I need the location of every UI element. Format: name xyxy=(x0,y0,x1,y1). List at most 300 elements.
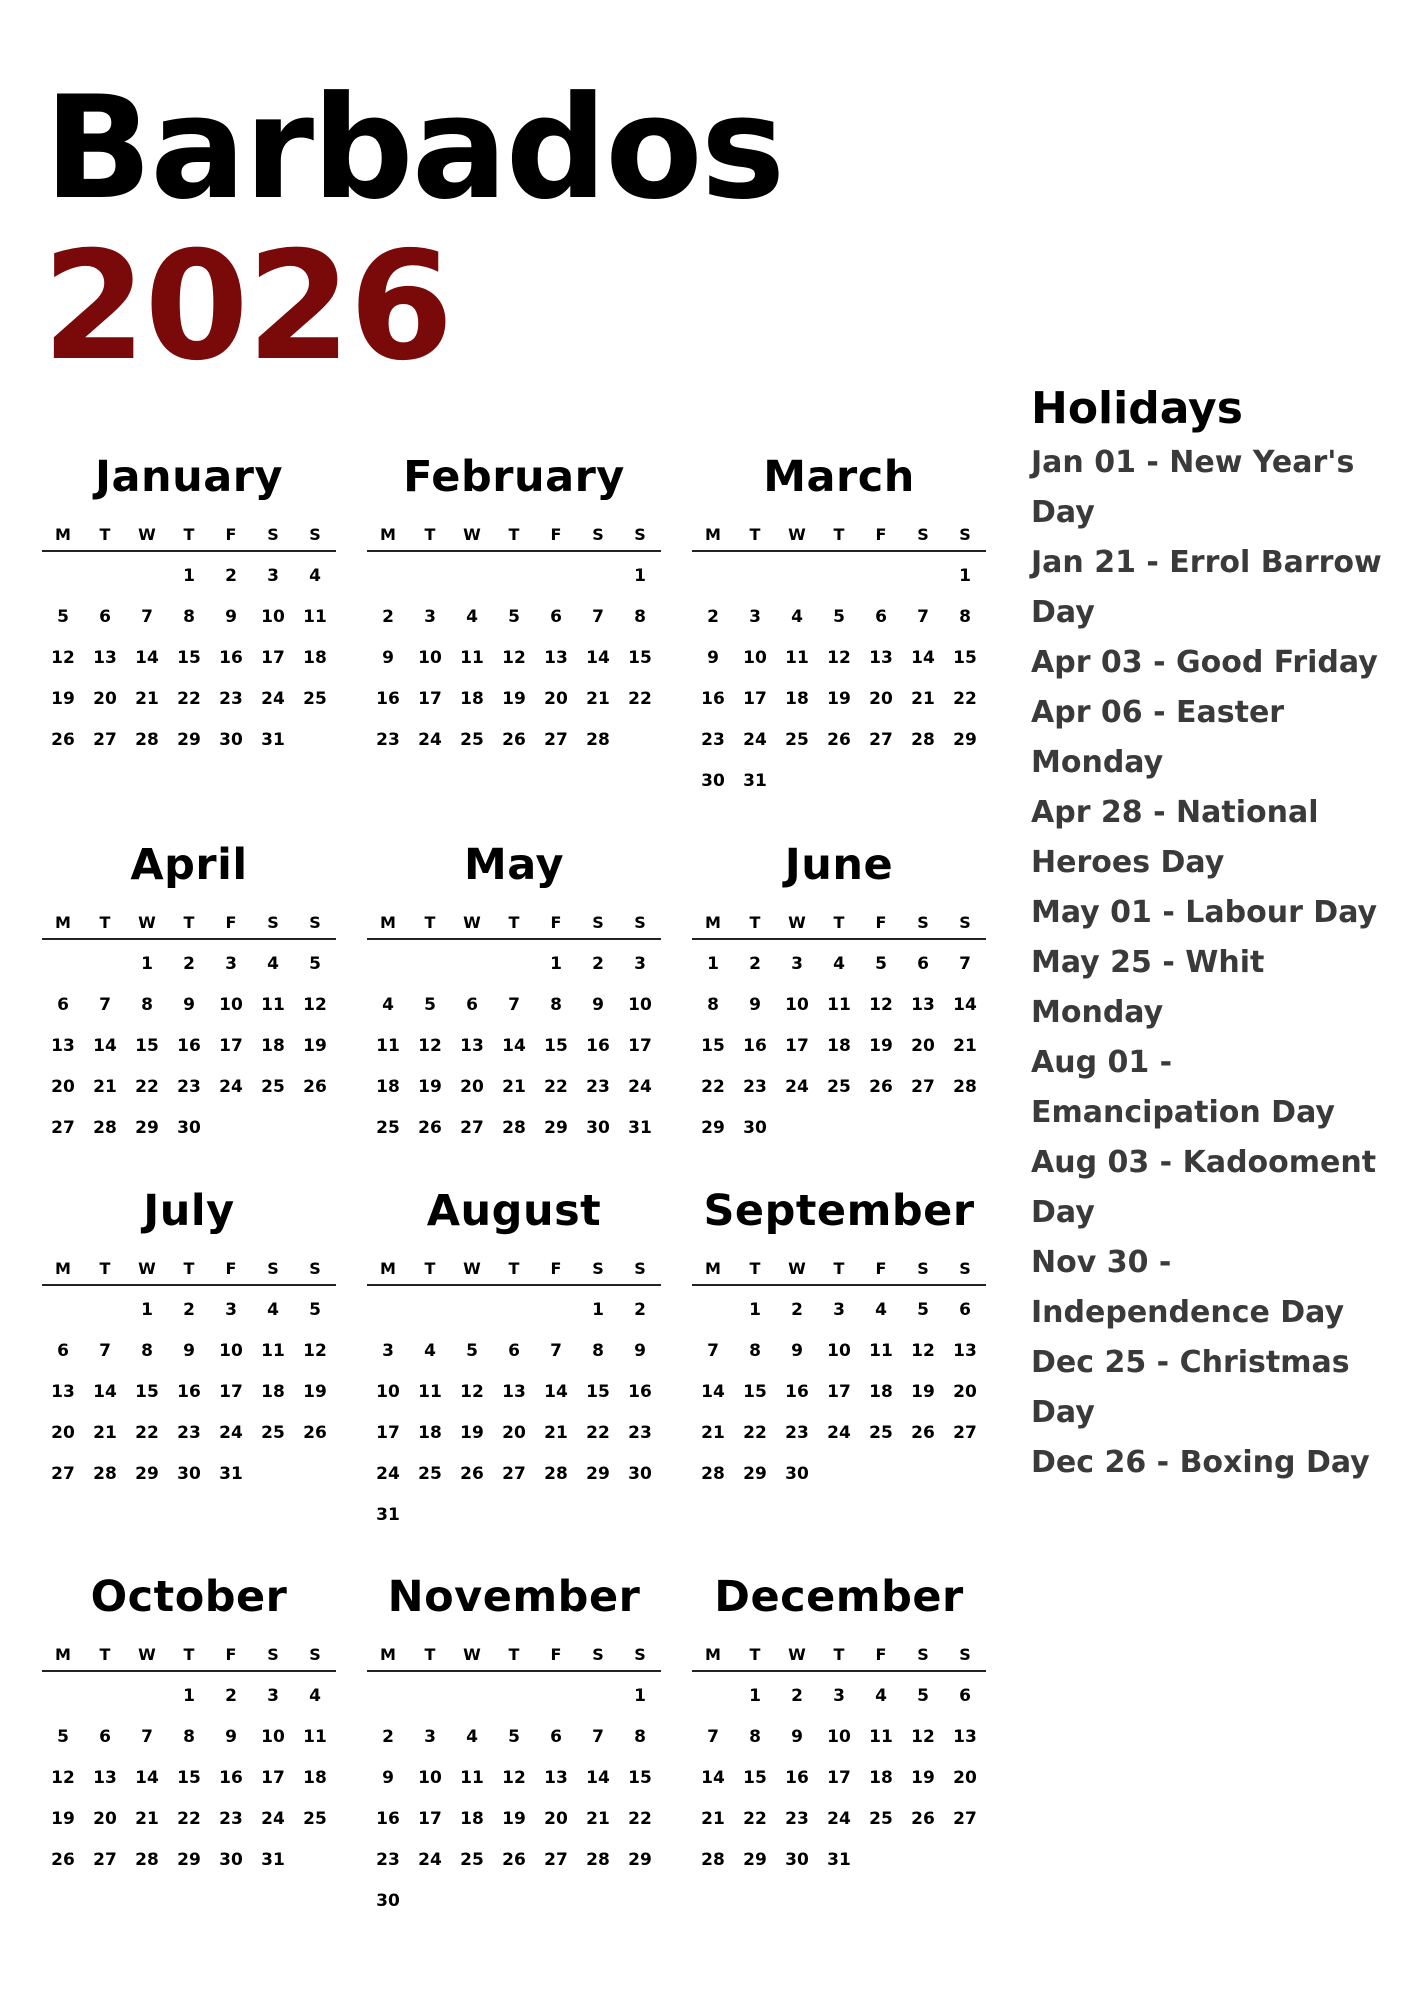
day-cell: 19 xyxy=(418,1077,442,1097)
day-cell: 3 xyxy=(424,607,436,627)
month-name: August xyxy=(426,1186,602,1236)
blank-day xyxy=(860,556,902,597)
day-cell: 3 xyxy=(267,1686,279,1706)
day-cell: 14 xyxy=(586,648,610,668)
day-cell: 27 xyxy=(51,1464,75,1484)
weekday-header: S xyxy=(634,913,646,932)
day-cell: 21 xyxy=(502,1077,526,1097)
day-cell: 18 xyxy=(460,689,484,709)
day-cell: 30 xyxy=(586,1118,610,1138)
day-cell: 11 xyxy=(785,648,809,668)
day-cell: 15 xyxy=(628,648,652,668)
day-cell: 6 xyxy=(57,995,69,1015)
day-cell: 22 xyxy=(743,1423,767,1443)
day-cell: 31 xyxy=(261,1850,285,1870)
day-cell: 9 xyxy=(382,648,394,668)
weekday-header: W xyxy=(463,913,481,932)
month-name: November xyxy=(387,1572,641,1622)
day-cell: 13 xyxy=(911,995,935,1015)
holiday-item: Jan 01 - New Year's Day xyxy=(1031,445,1355,530)
day-cell: 3 xyxy=(225,1300,237,1320)
month-july xyxy=(42,1186,336,1495)
day-cell: 14 xyxy=(701,1768,725,1788)
day-cell: 13 xyxy=(953,1727,977,1747)
weekday-header: S xyxy=(917,525,929,544)
weekday-header: W xyxy=(788,1259,806,1278)
day-cell: 16 xyxy=(628,1382,652,1402)
day-cell: 12 xyxy=(911,1727,935,1747)
day-cell: 2 xyxy=(592,954,604,974)
day-cell: 9 xyxy=(382,1768,394,1788)
weekday-header-row xyxy=(692,910,986,940)
weekday-header: T xyxy=(508,1645,520,1664)
day-cell: 9 xyxy=(225,607,237,627)
day-cell: 7 xyxy=(99,1341,111,1361)
day-grid xyxy=(367,1290,661,1536)
day-cell: 20 xyxy=(51,1077,75,1097)
day-cell: 25 xyxy=(261,1077,285,1097)
day-cell: 29 xyxy=(135,1118,159,1138)
weekday-header: T xyxy=(424,913,436,932)
day-cell: 24 xyxy=(827,1809,851,1829)
day-cell: 19 xyxy=(303,1036,327,1056)
day-cell: 23 xyxy=(376,730,400,750)
blank-day xyxy=(409,556,451,597)
weekday-header: W xyxy=(138,1645,156,1664)
day-grid xyxy=(42,1676,336,1881)
day-cell: 26 xyxy=(911,1809,935,1829)
day-cell: 3 xyxy=(382,1341,394,1361)
day-cell: 25 xyxy=(827,1077,851,1097)
day-cell: 25 xyxy=(460,730,484,750)
weekday-header-row xyxy=(42,910,336,940)
day-cell: 23 xyxy=(785,1809,809,1829)
day-cell: 11 xyxy=(261,995,285,1015)
day-cell: 15 xyxy=(743,1382,767,1402)
weekday-header: S xyxy=(959,1259,971,1278)
weekday-header: M xyxy=(55,1259,71,1278)
day-cell: 2 xyxy=(634,1300,646,1320)
day-cell: 17 xyxy=(219,1382,243,1402)
day-cell: 10 xyxy=(261,607,285,627)
day-cell: 11 xyxy=(869,1341,893,1361)
day-cell: 6 xyxy=(466,995,478,1015)
day-cell: 4 xyxy=(267,1300,279,1320)
day-cell: 25 xyxy=(376,1118,400,1138)
weekday-header: F xyxy=(550,1259,562,1278)
day-cell: 9 xyxy=(634,1341,646,1361)
month-name: July xyxy=(143,1186,235,1236)
day-cell: 24 xyxy=(376,1464,400,1484)
day-cell: 21 xyxy=(701,1809,725,1829)
weekday-header: M xyxy=(380,913,396,932)
blank-day xyxy=(493,1290,535,1331)
day-cell: 31 xyxy=(628,1118,652,1138)
day-cell: 1 xyxy=(749,1300,761,1320)
weekday-header: M xyxy=(55,1645,71,1664)
weekday-header: F xyxy=(225,1259,237,1278)
day-cell: 14 xyxy=(135,648,159,668)
day-cell: 10 xyxy=(827,1341,851,1361)
day-cell: 19 xyxy=(51,689,75,709)
day-cell: 17 xyxy=(219,1036,243,1056)
weekday-header: S xyxy=(959,525,971,544)
day-cell: 10 xyxy=(628,995,652,1015)
holiday-item: Jan 21 - Errol Barrow Day xyxy=(1031,545,1382,630)
calendar-title: Barbados xyxy=(44,66,784,231)
weekday-header: W xyxy=(463,1259,481,1278)
weekday-header: T xyxy=(183,525,195,544)
day-cell: 8 xyxy=(749,1341,761,1361)
calendar-year: 2026 xyxy=(42,220,452,394)
day-cell: 4 xyxy=(382,995,394,1015)
day-cell: 21 xyxy=(93,1077,117,1097)
day-cell: 26 xyxy=(303,1077,327,1097)
blank-day xyxy=(451,556,493,597)
weekday-header: M xyxy=(55,913,71,932)
weekday-header: W xyxy=(138,913,156,932)
day-cell: 27 xyxy=(953,1423,977,1443)
holidays-heading: Holidays xyxy=(1031,383,1243,434)
day-cell: 29 xyxy=(953,730,977,750)
day-cell: 10 xyxy=(261,1727,285,1747)
weekday-header: S xyxy=(634,1259,646,1278)
blank-day xyxy=(367,556,409,597)
day-cell: 16 xyxy=(219,1768,243,1788)
day-cell: 9 xyxy=(225,1727,237,1747)
day-cell: 28 xyxy=(93,1118,117,1138)
day-cell: 27 xyxy=(51,1118,75,1138)
day-cell: 21 xyxy=(135,1809,159,1829)
day-cell: 14 xyxy=(701,1382,725,1402)
day-cell: 12 xyxy=(460,1382,484,1402)
day-cell: 9 xyxy=(183,1341,195,1361)
day-cell: 1 xyxy=(183,1686,195,1706)
day-cell: 23 xyxy=(177,1077,201,1097)
day-cell: 25 xyxy=(303,1809,327,1829)
day-cell: 14 xyxy=(93,1036,117,1056)
day-cell: 6 xyxy=(99,1727,111,1747)
blank-day xyxy=(126,1676,168,1717)
day-cell: 7 xyxy=(550,1341,562,1361)
day-cell: 11 xyxy=(869,1727,893,1747)
blank-day xyxy=(409,1676,451,1717)
day-cell: 10 xyxy=(376,1382,400,1402)
day-cell: 6 xyxy=(99,607,111,627)
weekday-header: T xyxy=(99,1645,111,1664)
day-cell: 19 xyxy=(502,689,526,709)
weekday-header-row xyxy=(367,522,661,552)
day-cell: 20 xyxy=(953,1382,977,1402)
day-cell: 23 xyxy=(743,1077,767,1097)
day-cell: 6 xyxy=(959,1686,971,1706)
blank-day xyxy=(902,556,944,597)
day-cell: 8 xyxy=(141,1341,153,1361)
day-cell: 4 xyxy=(309,1686,321,1706)
day-grid xyxy=(42,556,336,761)
day-cell: 30 xyxy=(177,1118,201,1138)
weekday-header: F xyxy=(550,1645,562,1664)
day-cell: 14 xyxy=(93,1382,117,1402)
day-cell: 21 xyxy=(135,689,159,709)
day-cell: 18 xyxy=(376,1077,400,1097)
day-cell: 13 xyxy=(93,1768,117,1788)
day-cell: 24 xyxy=(261,689,285,709)
day-cell: 27 xyxy=(93,730,117,750)
day-cell: 16 xyxy=(376,1809,400,1829)
day-cell: 7 xyxy=(141,1727,153,1747)
day-cell: 4 xyxy=(875,1686,887,1706)
day-cell: 1 xyxy=(141,954,153,974)
day-cell: 26 xyxy=(911,1423,935,1443)
holiday-item: Apr 03 - Good Friday xyxy=(1031,645,1378,680)
weekday-header: T xyxy=(508,1259,520,1278)
day-cell: 26 xyxy=(303,1423,327,1443)
day-cell: 17 xyxy=(418,1809,442,1829)
blank-day xyxy=(451,1676,493,1717)
day-cell: 17 xyxy=(261,648,285,668)
day-cell: 19 xyxy=(303,1382,327,1402)
day-cell: 1 xyxy=(141,1300,153,1320)
day-cell: 30 xyxy=(785,1850,809,1870)
day-cell: 8 xyxy=(592,1341,604,1361)
day-cell: 29 xyxy=(135,1464,159,1484)
blank-day xyxy=(535,1290,577,1331)
day-cell: 29 xyxy=(586,1464,610,1484)
day-cell: 31 xyxy=(376,1505,400,1525)
month-name: January xyxy=(95,452,283,502)
day-cell: 28 xyxy=(502,1118,526,1138)
day-cell: 12 xyxy=(51,1768,75,1788)
weekday-header: F xyxy=(875,1259,887,1278)
blank-day xyxy=(577,1676,619,1717)
weekday-header: S xyxy=(267,913,279,932)
day-cell: 7 xyxy=(592,1727,604,1747)
blank-day xyxy=(493,556,535,597)
day-cell: 18 xyxy=(418,1423,442,1443)
weekday-header: T xyxy=(833,1645,845,1664)
weekday-header: T xyxy=(99,913,111,932)
day-cell: 19 xyxy=(911,1768,935,1788)
day-cell: 25 xyxy=(261,1423,285,1443)
day-cell: 5 xyxy=(917,1686,929,1706)
day-cell: 31 xyxy=(743,771,767,791)
day-cell: 16 xyxy=(743,1036,767,1056)
weekday-header: W xyxy=(788,1645,806,1664)
weekday-header: T xyxy=(99,1259,111,1278)
day-cell: 26 xyxy=(418,1118,442,1138)
month-february xyxy=(367,452,661,761)
month-august xyxy=(367,1186,661,1536)
day-cell: 14 xyxy=(586,1768,610,1788)
day-cell: 25 xyxy=(869,1423,893,1443)
weekday-header: T xyxy=(749,1259,761,1278)
day-cell: 2 xyxy=(791,1686,803,1706)
weekday-header: S xyxy=(267,525,279,544)
weekday-header: T xyxy=(424,1259,436,1278)
holiday-item: Nov 30 - Independence Day xyxy=(1031,1245,1345,1330)
day-cell: 9 xyxy=(791,1727,803,1747)
day-cell: 25 xyxy=(460,1850,484,1870)
weekday-header: W xyxy=(788,525,806,544)
holiday-item: Aug 03 - Kadooment Day xyxy=(1031,1145,1377,1230)
day-cell: 15 xyxy=(135,1036,159,1056)
day-cell: 20 xyxy=(544,689,568,709)
weekday-header: M xyxy=(705,525,721,544)
weekday-header: F xyxy=(225,1645,237,1664)
day-cell: 9 xyxy=(592,995,604,1015)
day-cell: 27 xyxy=(460,1118,484,1138)
day-cell: 21 xyxy=(93,1423,117,1443)
day-cell: 13 xyxy=(869,648,893,668)
month-january xyxy=(42,452,336,761)
day-cell: 9 xyxy=(749,995,761,1015)
weekday-header: F xyxy=(550,913,562,932)
day-cell: 8 xyxy=(183,1727,195,1747)
holiday-item: Apr 28 - National Heroes Day xyxy=(1031,795,1319,880)
holiday-item: Dec 26 - Boxing Day xyxy=(1031,1445,1370,1480)
day-cell: 4 xyxy=(875,1300,887,1320)
day-cell: 26 xyxy=(460,1464,484,1484)
month-name: December xyxy=(714,1572,964,1622)
month-name: October xyxy=(90,1572,288,1622)
weekday-header-row xyxy=(367,1642,661,1672)
month-name: September xyxy=(703,1186,975,1236)
weekday-header: T xyxy=(183,1645,195,1664)
day-cell: 1 xyxy=(550,954,562,974)
weekday-header-row xyxy=(42,1256,336,1286)
day-grid xyxy=(367,1676,661,1922)
day-cell: 20 xyxy=(93,689,117,709)
holiday-item: May 25 - Whit Monday xyxy=(1031,945,1265,1030)
holiday-item: Dec 25 - Christmas Day xyxy=(1031,1345,1350,1430)
day-cell: 12 xyxy=(827,648,851,668)
day-cell: 19 xyxy=(827,689,851,709)
day-cell: 7 xyxy=(917,607,929,627)
day-cell: 28 xyxy=(93,1464,117,1484)
weekday-header: S xyxy=(267,1259,279,1278)
day-cell: 21 xyxy=(586,689,610,709)
day-cell: 4 xyxy=(791,607,803,627)
day-cell: 8 xyxy=(959,607,971,627)
day-cell: 14 xyxy=(544,1382,568,1402)
day-cell: 14 xyxy=(502,1036,526,1056)
weekday-header: S xyxy=(634,525,646,544)
day-cell: 13 xyxy=(502,1382,526,1402)
day-cell: 27 xyxy=(93,1850,117,1870)
weekday-header: F xyxy=(875,1645,887,1664)
day-cell: 2 xyxy=(791,1300,803,1320)
blank-day xyxy=(493,1676,535,1717)
day-cell: 6 xyxy=(917,954,929,974)
month-october xyxy=(42,1572,336,1881)
day-cell: 15 xyxy=(177,1768,201,1788)
weekday-header: S xyxy=(917,913,929,932)
day-cell: 6 xyxy=(959,1300,971,1320)
day-cell: 27 xyxy=(953,1809,977,1829)
day-cell: 4 xyxy=(466,607,478,627)
blank-day xyxy=(367,944,409,985)
month-name: February xyxy=(403,452,625,502)
holidays-panel xyxy=(1031,380,1391,1488)
day-cell: 18 xyxy=(303,648,327,668)
day-cell: 8 xyxy=(550,995,562,1015)
day-cell: 20 xyxy=(953,1768,977,1788)
day-cell: 17 xyxy=(261,1768,285,1788)
day-cell: 2 xyxy=(382,1727,394,1747)
weekday-header: S xyxy=(634,1645,646,1664)
month-name: June xyxy=(784,840,894,890)
day-cell: 28 xyxy=(911,730,935,750)
day-grid xyxy=(367,556,661,761)
day-cell: 20 xyxy=(911,1036,935,1056)
weekday-header: W xyxy=(463,1645,481,1664)
day-cell: 15 xyxy=(177,648,201,668)
day-cell: 5 xyxy=(424,995,436,1015)
day-cell: 17 xyxy=(827,1768,851,1788)
day-cell: 9 xyxy=(707,648,719,668)
day-cell: 14 xyxy=(911,648,935,668)
day-cell: 7 xyxy=(959,954,971,974)
day-cell: 5 xyxy=(466,1341,478,1361)
day-cell: 22 xyxy=(544,1077,568,1097)
day-cell: 6 xyxy=(508,1341,520,1361)
day-grid xyxy=(692,944,986,1149)
blank-day xyxy=(84,1290,126,1331)
day-cell: 5 xyxy=(833,607,845,627)
weekday-header: S xyxy=(917,1259,929,1278)
weekday-header: S xyxy=(592,913,604,932)
weekday-header: W xyxy=(463,525,481,544)
day-cell: 28 xyxy=(701,1464,725,1484)
day-cell: 15 xyxy=(628,1768,652,1788)
month-name: April xyxy=(130,840,248,890)
day-cell: 13 xyxy=(544,1768,568,1788)
blank-day xyxy=(451,944,493,985)
blank-day xyxy=(535,556,577,597)
weekday-header: S xyxy=(592,525,604,544)
weekday-header: F xyxy=(875,913,887,932)
day-cell: 5 xyxy=(917,1300,929,1320)
day-cell: 16 xyxy=(219,648,243,668)
month-june xyxy=(692,840,986,1149)
day-cell: 19 xyxy=(911,1382,935,1402)
day-cell: 2 xyxy=(225,566,237,586)
day-cell: 23 xyxy=(219,689,243,709)
day-cell: 2 xyxy=(183,954,195,974)
weekday-header: M xyxy=(380,525,396,544)
weekday-header-row xyxy=(367,1256,661,1286)
month-april xyxy=(42,840,336,1149)
blank-day xyxy=(451,1290,493,1331)
day-cell: 5 xyxy=(57,607,69,627)
weekday-header: M xyxy=(380,1645,396,1664)
day-cell: 9 xyxy=(183,995,195,1015)
day-cell: 16 xyxy=(376,689,400,709)
day-cell: 1 xyxy=(592,1300,604,1320)
blank-day xyxy=(692,1676,734,1717)
month-may xyxy=(367,840,661,1149)
day-cell: 2 xyxy=(749,954,761,974)
day-cell: 22 xyxy=(586,1423,610,1443)
holiday-item: Apr 06 - Easter Monday xyxy=(1031,695,1285,780)
day-cell: 1 xyxy=(749,1686,761,1706)
weekday-header: T xyxy=(749,525,761,544)
day-cell: 31 xyxy=(219,1464,243,1484)
day-cell: 21 xyxy=(953,1036,977,1056)
weekday-header-row xyxy=(42,522,336,552)
day-cell: 15 xyxy=(743,1768,767,1788)
